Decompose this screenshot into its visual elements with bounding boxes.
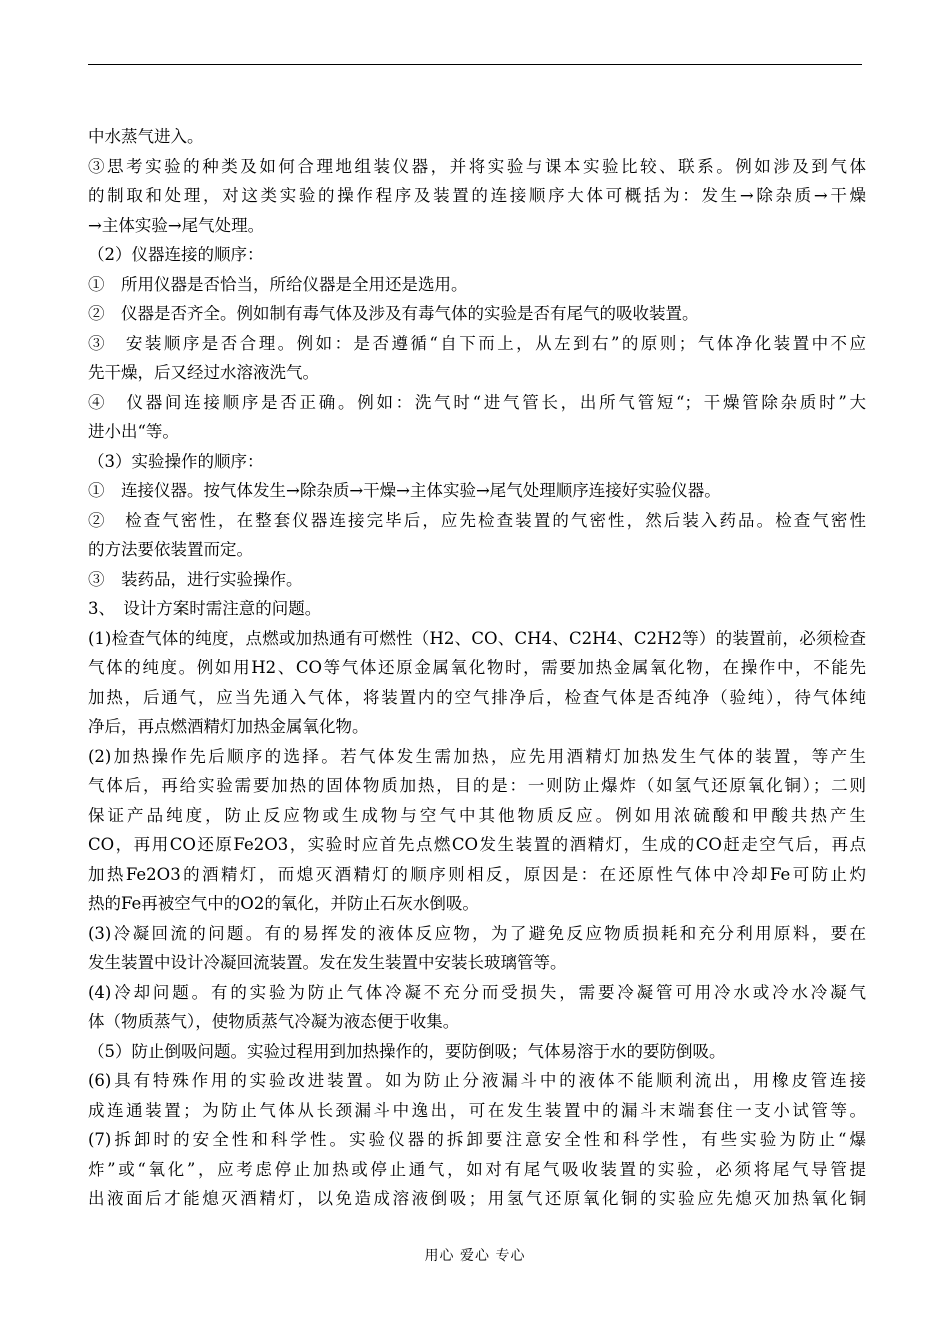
text-line: ② 仪器是否齐全。例如制有毒气体及涉及有毒气体的实验是否有尾气的吸收装置。 <box>88 304 699 323</box>
header-rule <box>88 64 862 65</box>
text-line: 体（物质蒸气），使物质蒸气冷凝为液态便于收集。 <box>88 1012 460 1031</box>
text-line: 的制取和处理，对这类实验的操作程序及装置的连接顺序大体可概括为：发生→除杂质→干燥 <box>88 186 866 205</box>
text-line: ③ 安装顺序是否合理。例如：是否遵循“自下而上，从左到右”的原则；气体净化装置中不应 <box>88 333 866 353</box>
text-line: ③ 装药品，进行实验操作。 <box>88 569 303 589</box>
text-line: 气体的纯度。例如用H2、CO等气体还原金属氧化物时，需要加热金属氧化物，在操作中，不能先 <box>88 658 866 677</box>
text-line: (1)检查气体的纯度，点燃或加热通有可燃性（H2、CO、CH4、C2H4、C2H2等）的装置前，必须检查 <box>88 628 866 648</box>
text-line: 加热Fe2O3的酒精灯，而熄灭酒精灯的顺序则相反，原因是：在还原性气体中冷却Fe可防止灼 <box>88 864 866 884</box>
text-line: (3)冷凝回流的问题。有的易挥发的液体反应物，为了避免反应物质损耗和充分利用原料，要在 <box>88 923 866 943</box>
text-line: 的方法要依装置而定。 <box>88 540 253 559</box>
text-line: ③思考实验的种类及如何合理地组装仪器，并将实验与课本实验比较、联系。例如涉及到气体 <box>88 156 866 176</box>
text-line: 保证产品纯度，防止反应物或生成物与空气中其他物质反应。例如用浓硫酸和甲酸共热产生 <box>88 805 866 825</box>
document-body <box>88 122 866 1214</box>
text-line: 净后，再点燃酒精灯加热金属氧化物。 <box>88 717 369 736</box>
text-line: 热的Fe再被空气中的O2的氧化，并防止石灰水倒吸。 <box>88 894 479 913</box>
text-line: 出液面后才能熄灭酒精灯，以免造成溶液倒吸；用氢气还原氧化铜的实验应先熄灭加热氧化铜 <box>88 1189 866 1208</box>
section-heading: （2）仪器连接的顺序： <box>88 245 264 264</box>
text-line: ② 检查气密性，在整套仪器连接完毕后，应先检查装置的气密性，然后装入药品。检查气密性 <box>88 510 866 530</box>
text-line: 发生装置中设计冷凝回流装置。发在发生装置中安装长玻璃管等。 <box>88 953 567 972</box>
text-line: ④ 仪器间连接顺序是否正确。例如：洗气时“进气管长，出所气管短“；干燥管除杂质时”大 <box>88 392 866 412</box>
text-line: ① 连接仪器。按气体发生→除杂质→干燥→主体实验→尾气处理顺序连接好实验仪器。 <box>88 481 721 500</box>
text-line: 成连通装置；为防止气体从长颈漏斗中逸出，可在发生装置中的漏斗末端套住一支小试管等。 <box>88 1100 866 1120</box>
text-line: 加热，后通气，应当先通入气体，将装置内的空气排净后，检查气体是否纯净（验纯），待气体纯 <box>88 687 866 707</box>
section-heading: 3、 设计方案时需注意的问题。 <box>88 599 322 618</box>
text-line: 先干燥，后又经过水溶液洗气。 <box>88 363 319 382</box>
text-line: (6)具有特殊作用的实验改进装置。如为防止分液漏斗中的液体不能顺利流出，用橡皮管连接 <box>88 1071 866 1090</box>
text-line: 炸”或“氧化”，应考虑停止加热或停止通气，如对有尾气吸收装置的实验，必须将尾气导管提 <box>88 1159 866 1179</box>
text-line: 气体后，再给实验需要加热的固体物质加热，目的是：一则防止爆炸（如氢气还原氧化铜）；二则 <box>88 776 866 795</box>
text-line: →主体实验→尾气处理。 <box>88 215 265 235</box>
text-line: 中水蒸气进入。 <box>88 127 204 146</box>
page-footer: 用心 爱心 专心 <box>424 1248 526 1264</box>
text-line: ① 所用仪器是否恰当，所给仪器是全用还是选用。 <box>88 274 468 294</box>
text-line: 进小出“等。 <box>88 422 179 441</box>
section-heading: （3）实验操作的顺序： <box>88 451 264 471</box>
text-line: CO，再用CO还原Fe2O3，实验时应首先点燃CO发生装置的酒精灯，生成的CO赶走空气后，再点 <box>88 835 866 854</box>
text-line: (2)加热操作先后顺序的选择。若气体发生需加热，应先用酒精灯加热发生气体的装置，等产生 <box>88 746 866 766</box>
text-line: （5）防止倒吸问题。实验过程用到加热操作的，要防倒吸；气体易溶于水的要防倒吸。 <box>88 1041 726 1061</box>
text-line: (4)冷却问题。有的实验为防止气体冷凝不充分而受损失，需要冷凝管可用冷水或冷水冷凝气 <box>88 982 866 1002</box>
text-line: (7)拆卸时的安全性和科学性。实验仪器的拆卸要注意安全性和科学性，有些实验为防止“爆 <box>88 1130 866 1149</box>
